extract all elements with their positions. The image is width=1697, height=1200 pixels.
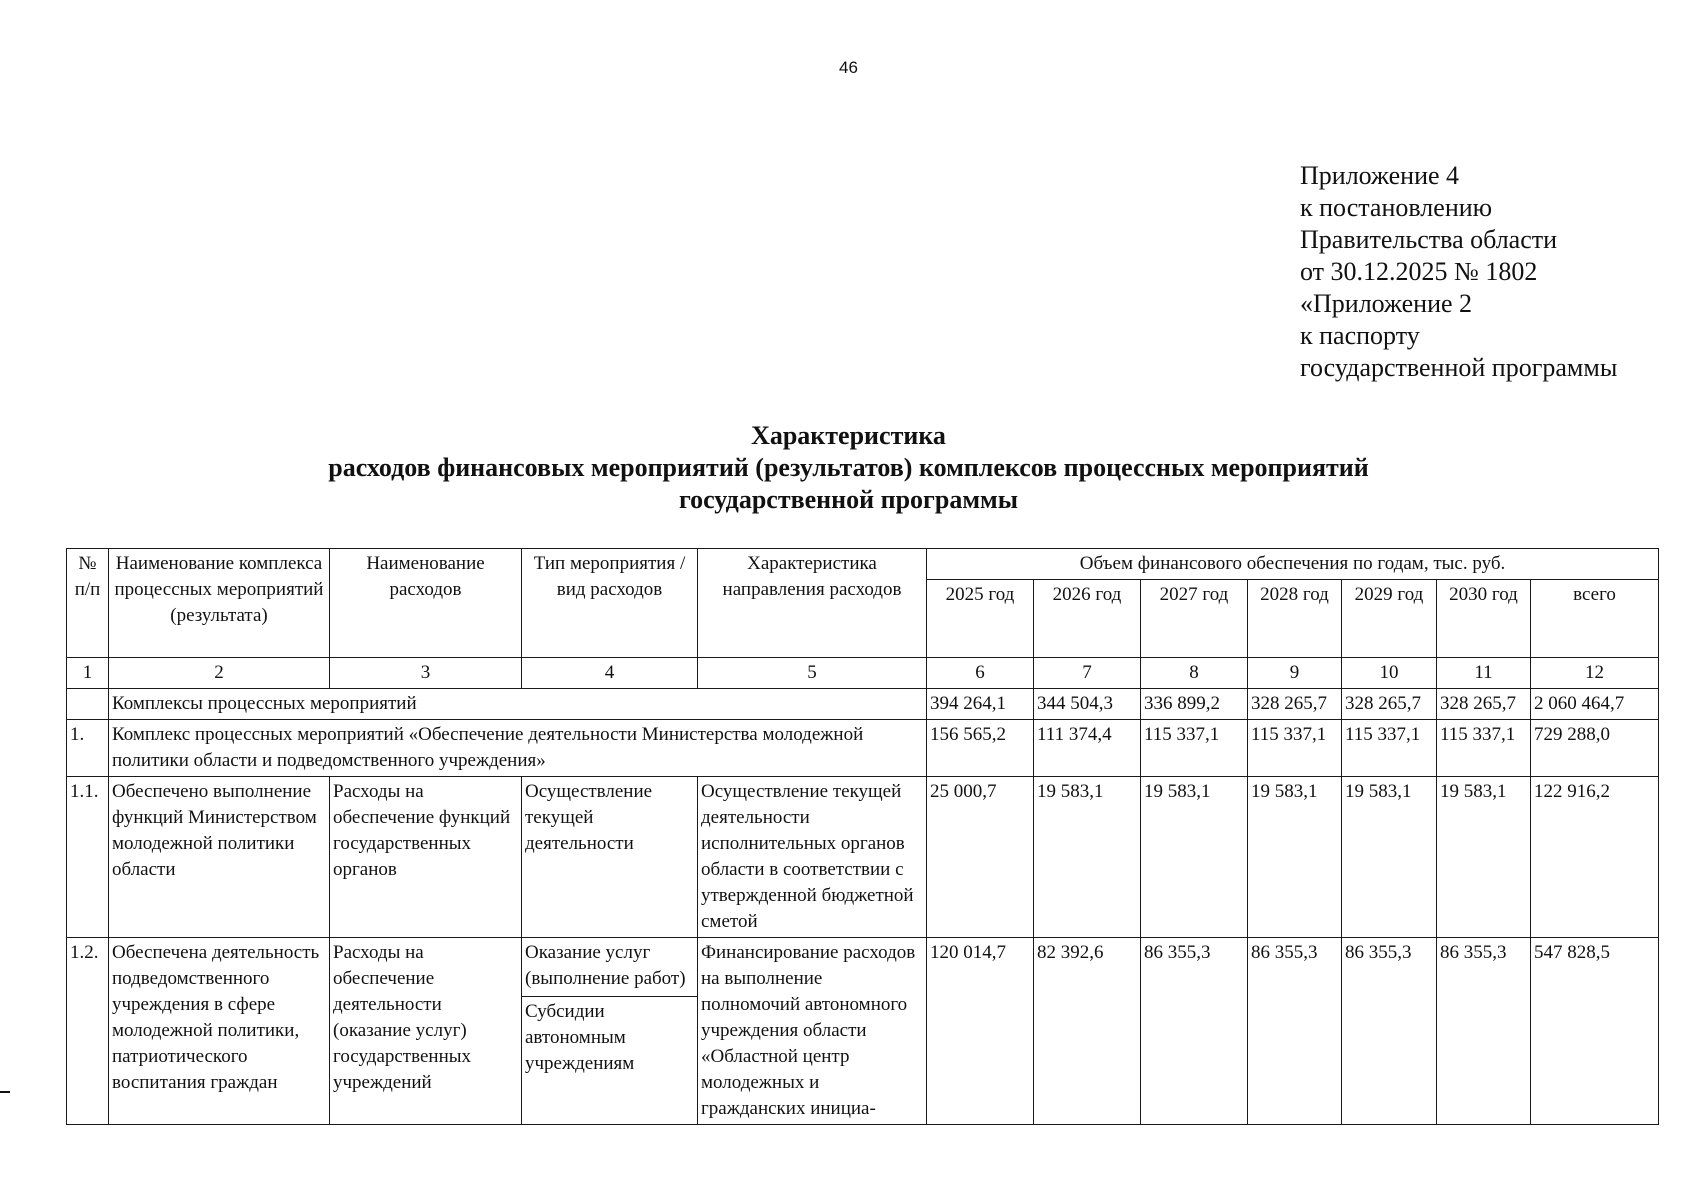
type-cell: Осуществление текущей деятельности (522, 777, 698, 938)
header-type: Тип мероприятия / вид расходов (522, 549, 698, 658)
appendix-line: «Приложение 2 (1300, 289, 1473, 318)
value-cell: 86 355,3 (1437, 938, 1531, 1125)
row-num: 1. (67, 720, 109, 777)
header-year: 2027 год (1141, 580, 1248, 658)
value-cell: 120 014,7 (927, 938, 1034, 1125)
title-line: государственной программы (678, 485, 1019, 514)
value-cell: 344 504,3 (1034, 689, 1141, 720)
appendix-block (1300, 160, 1617, 384)
value-cell: 25 000,7 (927, 777, 1034, 938)
appendix-line: государственной программы (1300, 353, 1618, 382)
row-1-2 (67, 938, 1659, 1125)
column-number: 10 (1342, 658, 1437, 689)
margin-mark (0, 1091, 10, 1093)
title-line: расходов финансовых мероприятий (результатов) комплексов процессных мероприятий (328, 453, 1369, 482)
value-cell: 19 583,1 (1141, 777, 1248, 938)
value-cell: 328 265,7 (1437, 689, 1531, 720)
total-row (67, 689, 1659, 720)
value-cell: 394 264,1 (927, 689, 1034, 720)
column-number: 3 (330, 658, 522, 689)
page-number: 46 (839, 58, 858, 77)
value-cell: 115 337,1 (1342, 720, 1437, 777)
type-part-services: Оказание услуг (выполнение работ) (525, 942, 686, 989)
column-number: 8 (1141, 658, 1248, 689)
header-row (67, 549, 1659, 580)
row-num: 1.1. (67, 777, 109, 938)
expenses-table (66, 548, 1659, 1125)
complex-cell: Обеспечено выполнение функций Министерством молодежной политики области (109, 777, 330, 938)
header-year: 2030 год (1437, 580, 1531, 658)
value-cell: 82 392,6 (1034, 938, 1141, 1125)
complex-cell: Обеспечена деятельность подведомственного учреждения в сфере молодежной политики, патриотического воспитания граждан (109, 938, 330, 1125)
value-cell: 115 337,1 (1437, 720, 1531, 777)
row-num: 1.2. (67, 938, 109, 1125)
value-cell: 19 583,1 (1034, 777, 1141, 938)
header-year: 2026 год (1034, 580, 1141, 658)
document-title (0, 420, 1697, 516)
type-stack (525, 940, 694, 1077)
value-cell: 328 265,7 (1342, 689, 1437, 720)
value-cell: 19 583,1 (1248, 777, 1342, 938)
appendix-line: Приложение 4 (1300, 161, 1460, 190)
appendix-line: от 30.12.2025 № 1802 (1300, 257, 1538, 286)
value-cell: 111 374,4 (1034, 720, 1141, 777)
column-number: 6 (927, 658, 1034, 689)
value-cell: 19 583,1 (1342, 777, 1437, 938)
column-numbers-row (67, 658, 1659, 689)
value-cell: 86 355,3 (1342, 938, 1437, 1125)
column-number: 4 (522, 658, 698, 689)
value-cell: 19 583,1 (1437, 777, 1531, 938)
column-number: 7 (1034, 658, 1141, 689)
type-part-subsidies: Субсидии автономным учреждениям (522, 996, 697, 1077)
appendix-line: Правительства области (1300, 225, 1558, 254)
title-line: Характеристика (751, 421, 946, 450)
column-number: 11 (1437, 658, 1531, 689)
expense-cell: Расходы на обеспечение функций государственных органов (330, 777, 522, 938)
header-year: 2025 год (927, 580, 1034, 658)
value-cell: 115 337,1 (1141, 720, 1248, 777)
value-cell: 156 565,2 (927, 720, 1034, 777)
total-label: Комплексы процессных мероприятий (109, 689, 927, 720)
column-number: 12 (1531, 658, 1659, 689)
appendix-line: к постановлению (1300, 193, 1493, 222)
value-cell: 328 265,7 (1248, 689, 1342, 720)
value-cell: 86 355,3 (1248, 938, 1342, 1125)
row-1-label: Комплекс процессных мероприятий «Обеспечение деятельности Министерства молодежной политики области и подведомственного учреждения» (109, 720, 927, 777)
value-cell: 336 899,2 (1141, 689, 1248, 720)
header-characteristic: Характеристика направления расходов (698, 549, 927, 658)
type-cell (522, 938, 698, 1125)
header-complex-name: Наименование комплекса процессных мероприятий (результата) (109, 549, 330, 658)
column-number: 5 (698, 658, 927, 689)
value-cell: 2 060 464,7 (1531, 689, 1659, 720)
characteristic-cell: Осуществление текущей деятельности исполнительных органов области в соответствии с утвержденной бюджетной сметой (698, 777, 927, 938)
column-number: 2 (109, 658, 330, 689)
header-year: 2029 год (1342, 580, 1437, 658)
expense-cell: Расходы на обеспечение деятельности (оказание услуг) государственных учреждений (330, 938, 522, 1125)
row-1-1 (67, 777, 1659, 938)
expenses-table-wrap (66, 548, 1658, 1125)
value-cell: 547 828,5 (1531, 938, 1659, 1125)
header-expense-name: Наименование расходов (330, 549, 522, 658)
column-number: 9 (1248, 658, 1342, 689)
column-number: 1 (67, 658, 109, 689)
appendix-line: к паспорту (1300, 321, 1420, 350)
value-cell: 122 916,2 (1531, 777, 1659, 938)
value-cell: 86 355,3 (1141, 938, 1248, 1125)
header-total: всего (1531, 580, 1659, 658)
total-num-cell (67, 689, 109, 720)
header-volume: Объем финансового обеспечения по годам, тыс. руб. (927, 549, 1659, 580)
header-year: 2028 год (1248, 580, 1342, 658)
value-cell: 729 288,0 (1531, 720, 1659, 777)
characteristic-cell: Финансирование расходов на выполнение полномочий автономного учреждения области «Областной центр молодежных и гражданских инициа- (698, 938, 927, 1125)
value-cell: 115 337,1 (1248, 720, 1342, 777)
header-num: № п/п (67, 549, 109, 658)
row-1 (67, 720, 1659, 777)
